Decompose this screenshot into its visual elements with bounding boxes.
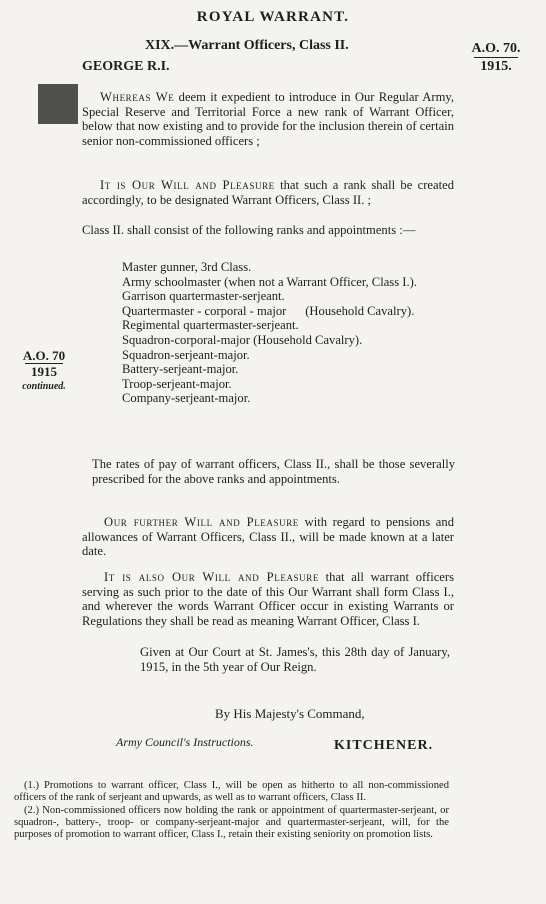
army-order-number: A.O. 70 xyxy=(22,348,66,363)
continued-note: continued. xyxy=(22,381,66,392)
will-lead: It is Our Will and Pleasure xyxy=(100,178,275,192)
class-one-paragraph xyxy=(82,570,454,628)
preamble-lead: Whereas We xyxy=(100,90,175,104)
army-order-reference-top xyxy=(456,40,536,75)
page-title: ROYAL WARRANT. xyxy=(196,9,350,25)
preamble-text: deem it expedient to introduce in Our Regular Army, Special Reserve and Territorial Force a new rank of Warrant Officer, below that now existing and to provide for the inclusion therein of certain senior non-commissioned officers ; xyxy=(82,90,454,148)
rank-item: Regimental quartermaster-serjeant. xyxy=(122,318,299,333)
rank-item: Quartermaster - corporal - major (Household Cavalry). xyxy=(122,303,415,318)
class-one-text: that all warrant officers serving as such prior to the date of this Our Warrant shall form Class I., and wherever the words Warrant Officer occur in existing Warrants or Regulations they shall be read as meaning Warrant Officer, Class I. xyxy=(82,570,454,628)
pay-paragraph: The rates of pay of warrant officers, Class II., shall be those severally prescribed for the above ranks and appointments. xyxy=(92,457,455,486)
ranks-list xyxy=(122,260,457,406)
instruction-note: (1.) Promotions to warrant officer, Class I., will be open as hitherto to all non-commissioned officers of the rank of serjeant and upwards, as well as to warrant officers, Class II. xyxy=(14,780,449,803)
will-text: that such a rank shall be created accordingly, to be designated Warrant Officers, Class II. ; xyxy=(82,178,454,207)
instruction-note: (2.) Non-commissioned officers now holding the rank or appointment of quartermaster-serjeant, or squadron-, battery-, troop- or company-serjeant-major and quartermaster-serjeant, will, for the purposes of promotion to warrant officer, Class I., retain their existing seniority on promotion lists. xyxy=(14,805,449,840)
pensions-text: with regard to pensions and allowances of Warrant Officers, Class II., will be made known at a later date. xyxy=(82,515,454,559)
rank-item: Garrison quartermaster-serjeant. xyxy=(122,289,285,304)
preamble-paragraph xyxy=(82,90,454,148)
archive-stamp-mark xyxy=(38,84,78,124)
instructions-notes xyxy=(14,780,449,842)
given-at-court: Given at Our Court at St. James's, this 28th day of January, 1915, in the 5th year of Our Reign. xyxy=(140,645,450,674)
army-order-number: A.O. 70. xyxy=(471,41,521,56)
rank-item: Squadron-corporal-major (Household Cavalry). xyxy=(122,332,363,347)
command-line: By His Majesty's Command, xyxy=(215,706,365,721)
instructions-heading: Army Council's Instructions. xyxy=(116,735,254,749)
army-order-reference-side xyxy=(8,348,80,394)
rank-item: Army schoolmaster (when not a Warrant Officer, Class I.). xyxy=(122,274,417,289)
pensions-lead: Our further Will and Pleasure xyxy=(104,515,299,529)
pensions-paragraph xyxy=(82,515,454,559)
army-order-year: 1915 xyxy=(25,363,63,379)
sovereign-signature: GEORGE R.I. xyxy=(82,59,170,74)
section-heading: XIX.—Warrant Officers, Class II. xyxy=(145,38,349,53)
class-one-lead: It is also Our Will and Pleasure xyxy=(104,570,319,584)
rank-item: Company-serjeant-major. xyxy=(122,391,251,406)
rank-item: Master gunner, 3rd Class. xyxy=(122,260,252,274)
rank-item: Troop-serjeant-major. xyxy=(122,376,232,391)
minister-signature: KITCHENER. xyxy=(334,738,434,753)
class-composition-paragraph: Class II. shall consist of the following ranks and appointments :— xyxy=(82,223,416,237)
rank-item: Squadron-serjeant-major. xyxy=(122,347,250,362)
army-order-year: 1915. xyxy=(474,57,518,75)
will-paragraph xyxy=(82,178,454,207)
rank-item: Battery-serjeant-major. xyxy=(122,362,239,377)
